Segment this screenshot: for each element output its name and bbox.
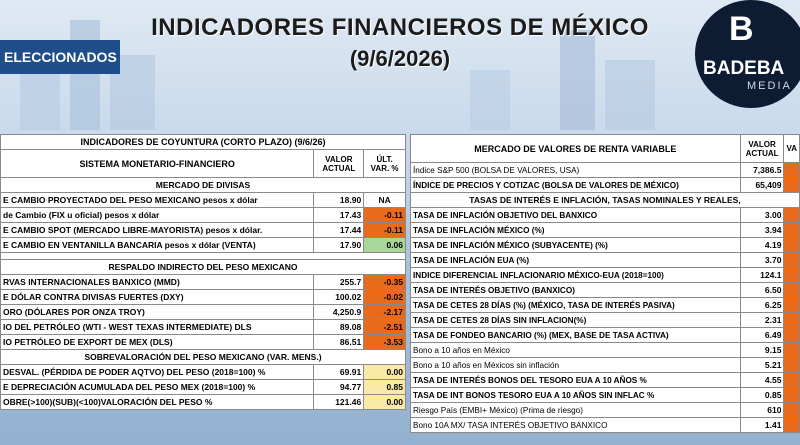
row-value: 5.21 (740, 358, 784, 373)
row-value: 0.85 (740, 388, 784, 403)
row-change-cell (784, 283, 800, 298)
table-row (1, 193, 406, 208)
row-value: 89.08 (314, 320, 364, 335)
row-label: ORO (DÓLARES POR ONZA TROY) (1, 305, 314, 320)
table-row (1, 320, 406, 335)
row-label: OBRE(>100)(SUB)(<100)VALORACIÓN DEL PESO % (1, 395, 314, 410)
row-label: E DÓLAR CONTRA DIVISAS FUERTES (DXY) (1, 290, 314, 305)
row-label: TASA DE INFLACIÓN MÉXICO (SUBYACENTE) (%) (411, 238, 741, 253)
table-row (1, 275, 406, 290)
row-value: 121.46 (314, 395, 364, 410)
table-row (411, 373, 800, 388)
row-value: 65,409 (740, 178, 784, 193)
row-label: IO DEL PETRÓLEO (WTI - WEST TEXAS INTERMEDIATE) DLS (1, 320, 314, 335)
row-change: -0.02 (364, 290, 406, 305)
row-value: 69.91 (314, 365, 364, 380)
section-divisas: MERCADO DE DIVISAS (1, 178, 406, 193)
table-row (1, 223, 406, 238)
row-label: Bono a 10 años en Méxicos sin inflación (411, 358, 741, 373)
row-value: 4.19 (740, 238, 784, 253)
row-change-cell (784, 253, 800, 268)
row-change: -2.51 (364, 320, 406, 335)
row-label: IO PETRÓLEO DE EXPORT DE MEX (DLS) (1, 335, 314, 350)
row-value: 3.94 (740, 223, 784, 238)
column-header-value: VALOR ACTUAL (314, 150, 364, 178)
table-row (411, 403, 800, 418)
row-label: TASA DE CETES 28 DÍAS SIN INFLACION(%) (411, 313, 741, 328)
renta-variable-table (410, 134, 800, 433)
table-row (411, 328, 800, 343)
logo-name: BADEBA (703, 58, 785, 79)
row-value: 1.41 (740, 418, 784, 433)
row-change: -0.11 (364, 223, 406, 238)
row-label: INDICE DIFERENCIAL INFLACIONARIO MÉXICO-EUA (2018=100) (411, 268, 741, 283)
column-header-change: ÚLT. VAR. % (364, 150, 406, 178)
row-label: E CAMBIO SPOT (MERCADO LIBRE-MAYORISTA) pesos x dólar. (1, 223, 314, 238)
row-value: 3.70 (740, 253, 784, 268)
table-row (1, 208, 406, 223)
table-row (411, 268, 800, 283)
table-row (411, 223, 800, 238)
row-value: 3.00 (740, 208, 784, 223)
table-row (411, 178, 800, 193)
column-header-section: MERCADO DE VALORES DE RENTA VARIABLE (411, 135, 741, 163)
table-row (411, 313, 800, 328)
table-row (1, 290, 406, 305)
table-row (1, 305, 406, 320)
row-value: 7,386.5 (740, 163, 784, 178)
row-label: E DEPRECIACIÓN ACUMULADA DEL PESO MEX (2018=100) % (1, 380, 314, 395)
row-value: 9.15 (740, 343, 784, 358)
row-value: 6.49 (740, 328, 784, 343)
row-label: ÍNDICE DE PRECIOS Y COTIZAC (BOLSA DE VALORES DE MÉXICO) (411, 178, 741, 193)
row-change: -2.17 (364, 305, 406, 320)
row-change-cell (784, 268, 800, 283)
table-row (411, 298, 800, 313)
row-change-cell (784, 373, 800, 388)
column-header-value: VALOR ACTUAL (740, 135, 784, 163)
row-change-cell (784, 418, 800, 433)
row-label: Bono 10A MX/ TASA INTERÉS OBJETIVO BANXICO (411, 418, 741, 433)
row-value: 6.50 (740, 283, 784, 298)
row-label: TASA DE INFLACIÓN EUA (%) (411, 253, 741, 268)
row-change: -3.53 (364, 335, 406, 350)
row-label: TASA DE INTERÉS OBJETIVO (BANXICO) (411, 283, 741, 298)
table-row (1, 238, 406, 253)
page-date: (9/6/2026) (349, 46, 451, 71)
row-value: 17.44 (314, 223, 364, 238)
row-value: 124.1 (740, 268, 784, 283)
page-title: INDICADORES FINANCIEROS DE MÉXICO (151, 14, 649, 41)
logo-mark: B (729, 10, 754, 48)
row-label: TASA DE CETES 28 DÍAS (%) (MÉXICO, TASA DE INTERÉS PASIVA) (411, 298, 741, 313)
row-label: TASA DE FONDEO BANCARIO (%) (MEX, BASE DE TASA ACTIVA) (411, 328, 741, 343)
table-row (411, 238, 800, 253)
row-value: 100.02 (314, 290, 364, 305)
table-row (411, 253, 800, 268)
row-change-cell (784, 223, 800, 238)
row-change-cell (784, 208, 800, 223)
row-label: TASA DE INTERÉS BONOS DEL TESORO EUA A 10 AÑOS % (411, 373, 741, 388)
row-change-cell (784, 238, 800, 253)
row-change-cell (784, 298, 800, 313)
row-value: 255.7 (314, 275, 364, 290)
row-change: -0.11 (364, 208, 406, 223)
table-row (1, 365, 406, 380)
row-value: 17.90 (314, 238, 364, 253)
row-label: RVAS INTERNACIONALES BANXICO (MMD) (1, 275, 314, 290)
row-change: 0.00 (364, 365, 406, 380)
row-value: 6.25 (740, 298, 784, 313)
row-label: Riesgo País (EMBI+ México) (Prima de riesgo) (411, 403, 741, 418)
row-change-cell (784, 388, 800, 403)
table-row (1, 380, 406, 395)
row-label: E CAMBIO EN VENTANILLA BANCARIA pesos x dólar (VENTA) (1, 238, 314, 253)
row-value: 17.43 (314, 208, 364, 223)
row-label: de Cambio (FIX u oficial) pesos x dólar (1, 208, 314, 223)
row-value: 2.31 (740, 313, 784, 328)
column-header-section: SISTEMA MONETARIO-FINANCIERO (1, 150, 314, 178)
row-change-cell (784, 358, 800, 373)
row-label: Bono a 10 años en México (411, 343, 741, 358)
row-value: 4.55 (740, 373, 784, 388)
selected-badge[interactable]: ELECCIONADOS (0, 40, 120, 74)
table-row (411, 388, 800, 403)
row-label: Índice S&P 500 (BOLSA DE VALORES, USA) (411, 163, 741, 178)
row-value: 86.51 (314, 335, 364, 350)
row-value: 4,250.9 (314, 305, 364, 320)
row-change-cell (784, 178, 800, 193)
table-title: INDICADORES DE COYUNTURA (CORTO PLAZO) (9/6/26) (1, 135, 406, 150)
table-row (411, 208, 800, 223)
section-sobrevaloracion: SOBREVALORACIÓN DEL PESO MEXICANO (VAR. MENS.) (1, 350, 406, 365)
row-change: 0.00 (364, 395, 406, 410)
table-row (411, 358, 800, 373)
row-change: -0.35 (364, 275, 406, 290)
row-label: DESVAL. (PÉRDIDA DE PODER AQTVO) DEL PESO (2018=100) % (1, 365, 314, 380)
row-value: 94.77 (314, 380, 364, 395)
row-value: 610 (740, 403, 784, 418)
row-change: 0.06 (364, 238, 406, 253)
table-row (1, 395, 406, 410)
table-row (411, 418, 800, 433)
row-change-cell (784, 163, 800, 178)
coyuntura-table (0, 134, 406, 410)
table-row (411, 343, 800, 358)
logo-sub: MEDIA (747, 80, 792, 92)
spacer-row (1, 253, 406, 260)
row-change-cell (784, 313, 800, 328)
row-label: TASA DE INFLACIÓN MÉXICO (%) (411, 223, 741, 238)
table-row (1, 335, 406, 350)
row-change-cell (784, 328, 800, 343)
table-row (411, 283, 800, 298)
row-change-cell (784, 403, 800, 418)
row-label: TASA DE INT BONOS TESORO EUA A 10 AÑOS SIN INFLAC % (411, 388, 741, 403)
row-change: NA (364, 193, 406, 208)
row-change: 0.85 (364, 380, 406, 395)
section-respaldo: RESPALDO INDIRECTO DEL PESO MEXICANO (1, 260, 406, 275)
row-change-cell (784, 343, 800, 358)
table-row (411, 163, 800, 178)
badeba-logo (695, 0, 800, 108)
row-value: 18.90 (314, 193, 364, 208)
row-label: E CAMBIO PROYECTADO DEL PESO MEXICANO pesos x dólar (1, 193, 314, 208)
section-tasas: TASAS DE INTERÉS E INFLACIÓN, TASAS NOMINALES Y REALES, (411, 193, 800, 208)
row-label: TASA DE INFLACIÓN OBJETIVO DEL BANXICO (411, 208, 741, 223)
column-header-change: VA (784, 135, 800, 163)
